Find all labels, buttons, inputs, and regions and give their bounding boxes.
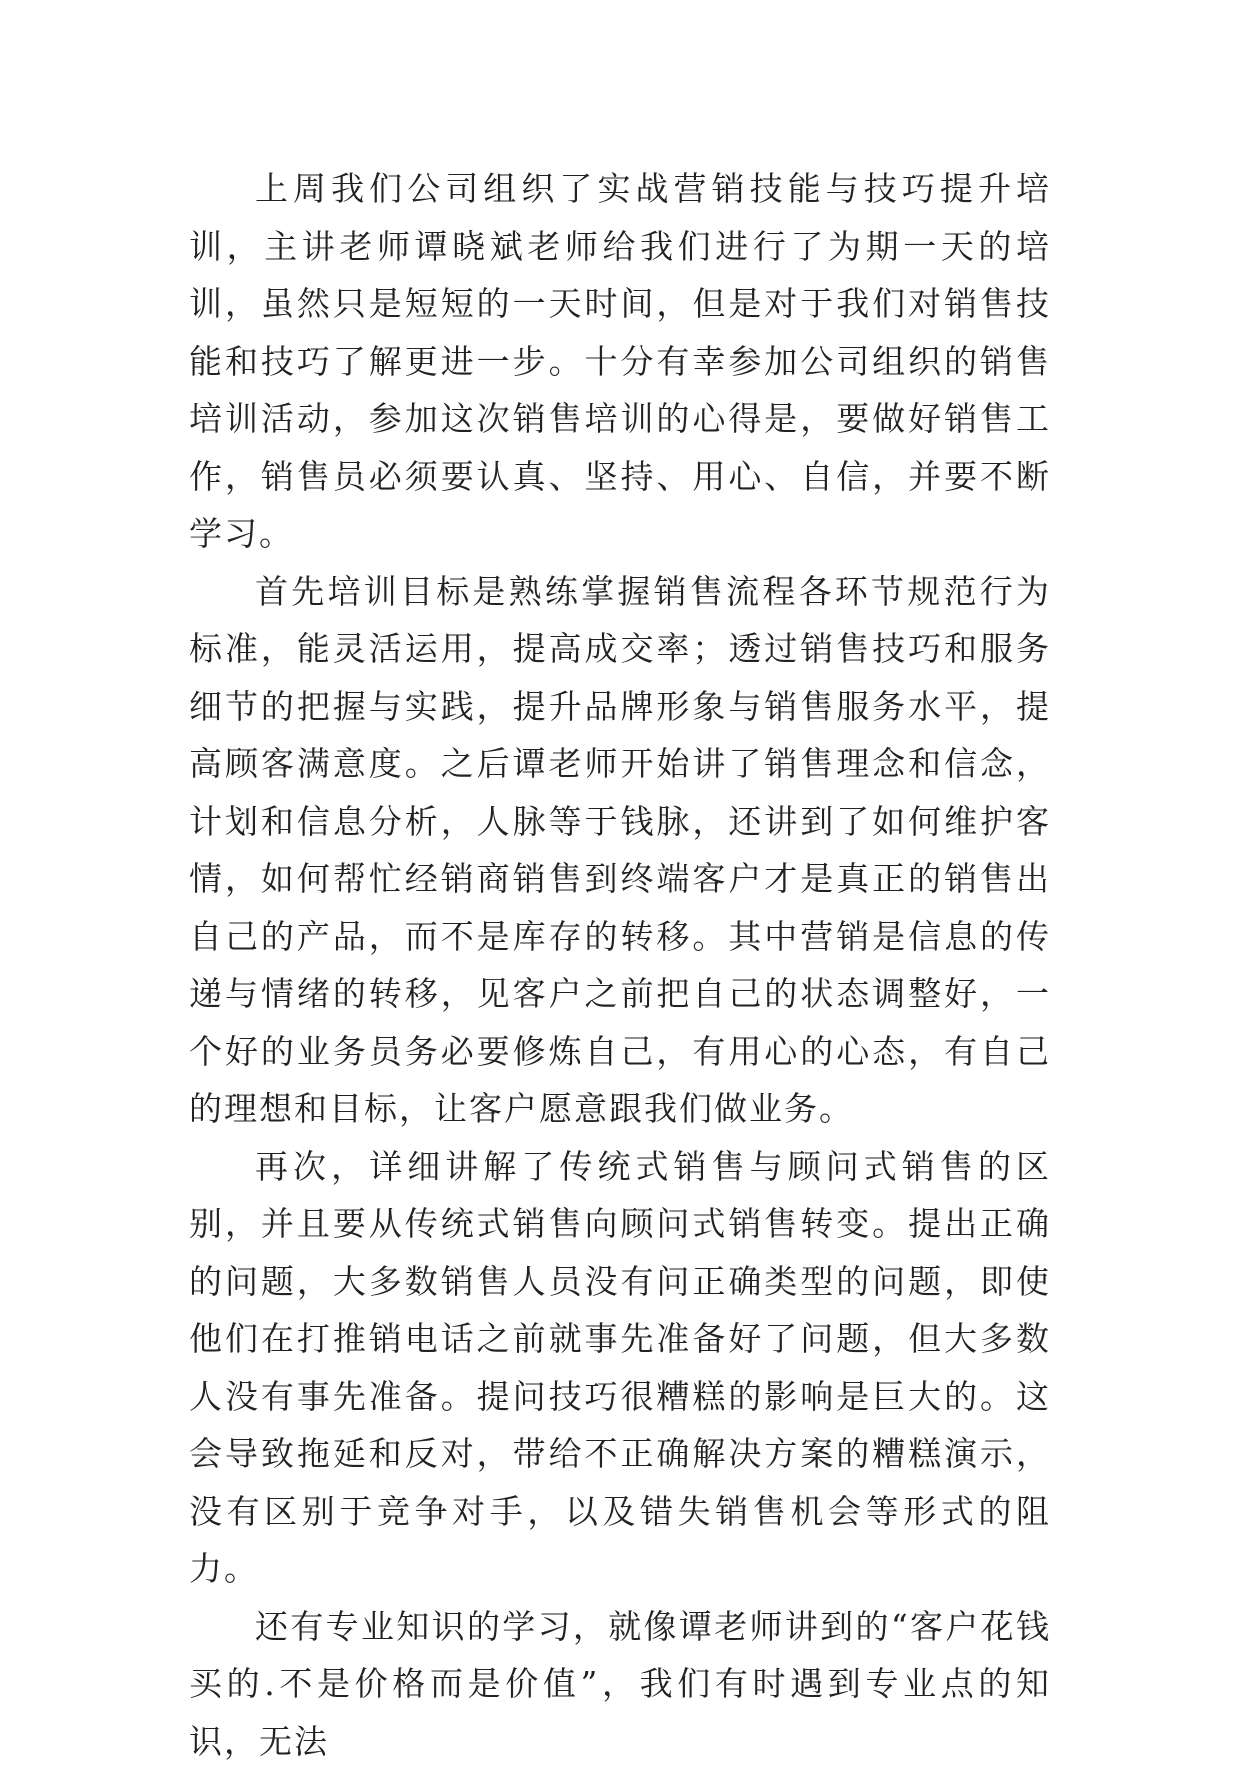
paragraph-2: 首先培训目标是熟练掌握销售流程各环节规范行为标准，能灵活运用，提高成交率；透过销售技巧和服务细节的把握与实践，提升品牌形象与销售服务水平，提高顾客满意度。之后谭老师开始讲了销售理念和信念，计划和信息分析，人脉等于钱脉，还讲到了如何维护客情，如何帮忙经销商销售到终端客户才是真正的销售出自己的产品，而不是库存的转移。其中营销是信息的传递与情绪的转移，见客户之前把自己的状态调整好，一个好的业务员务必要修炼自己，有用心的心态，有自己的理想和目标，让客户愿意跟我们做业务。 <box>189 563 1051 1138</box>
paragraph-4: 还有专业知识的学习，就像谭老师讲到的“客户花钱买的.不是价格而是价值”，我们有时遇到专业点的知识，无法 <box>189 1598 1051 1770</box>
paragraph-1: 上周我们公司组织了实战营销技能与技巧提升培训，主讲老师谭晓斌老师给我们进行了为期一天的培训，虽然只是短短的一天时间，但是对于我们对销售技能和技巧了解更进一步。十分有幸参加公司组织的销售培训活动，参加这次销售培训的心得是，要做好销售工作，销售员必须要认真、坚持、用心、自信，并要不断学习。 <box>189 160 1051 563</box>
document-body <box>189 160 1051 1770</box>
paragraph-3: 再次，详细讲解了传统式销售与顾问式销售的区别，并且要从传统式销售向顾问式销售转变。提出正确的问题，大多数销售人员没有问正确类型的问题，即使他们在打推销电话之前就事先准备好了问题，但大多数人没有事先准备。提问技巧很糟糕的影响是巨大的。这会导致拖延和反对，带给不正确解决方案的糟糕演示，没有区别于竞争对手，以及错失销售机会等形式的阻力。 <box>189 1138 1051 1598</box>
